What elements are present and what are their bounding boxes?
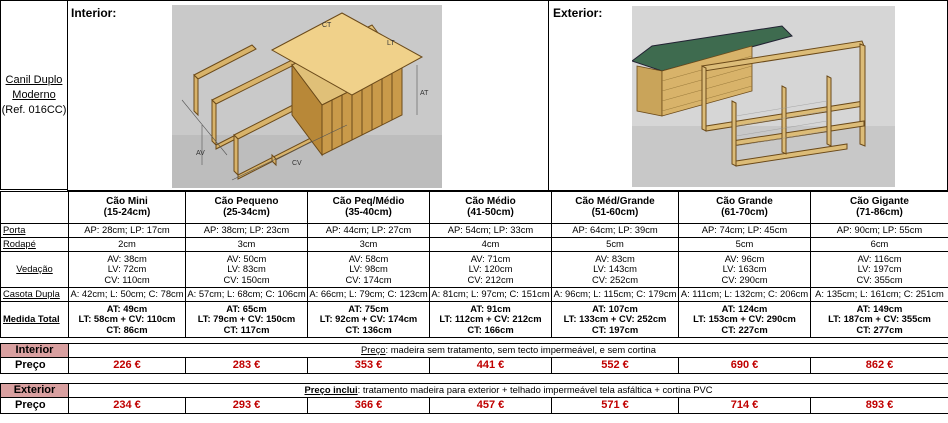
size-header: Cão Pequeno (25-34cm) [186, 192, 308, 224]
diagram-label-av: AV [196, 150, 205, 157]
table-cell: A: 135cm; L: 161cm; C: 251cm [811, 288, 948, 302]
table-cell: AP: 54cm; LP: 33cm [430, 224, 552, 238]
table-cell: AV: 50cm LV: 83cm CV: 150cm [186, 252, 308, 288]
price-cell: 226 € [69, 358, 186, 374]
table-cell: A: 66cm; L: 79cm; C: 123cm [308, 288, 430, 302]
row-label-medida: Medida Total [1, 302, 69, 338]
table-cell: AT: 124cm LT: 153cm + CV: 290cm CT: 227cm [679, 302, 811, 338]
size-header: Cão Gigante (71-86cm) [811, 192, 948, 224]
diagram-label-at: AT [420, 90, 429, 97]
table-cell: 3cm [308, 238, 430, 252]
interior-render-image [172, 5, 442, 188]
exterior-image-label: Exterior: [553, 6, 603, 20]
table-cell: 3cm [186, 238, 308, 252]
table-cell: AV: 71cm LV: 120cm CV: 212cm [430, 252, 552, 288]
table-cell: AV: 96cm LV: 163cm CV: 290cm [679, 252, 811, 288]
row-label-vedacao: Vedação [1, 252, 69, 288]
interior-image-label: Interior: [71, 6, 117, 20]
size-header: Cão Mini (15-24cm) [69, 192, 186, 224]
table-cell: AT: 75cm LT: 92cm + CV: 174cm CT: 136cm [308, 302, 430, 338]
table-cell: AT: 91cm LT: 112cm + CV: 212cm CT: 166cm [430, 302, 552, 338]
vedacao-row [1, 252, 948, 288]
exterior-render-image [632, 6, 895, 187]
exterior-image-panel [548, 0, 948, 191]
table-cell: A: 111cm; L: 132cm; C: 206cm [679, 288, 811, 302]
price-cell: 234 € [69, 398, 186, 414]
row-label-casota: Casota Dupla [1, 288, 69, 302]
exterior-price-label: Preço [1, 398, 69, 414]
price-cell: 552 € [552, 358, 679, 374]
price-cell: 293 € [186, 398, 308, 414]
table-cell: A: 81cm; L: 97cm; C: 151cm [430, 288, 552, 302]
interior-note-row [1, 344, 948, 358]
header-blank-cell [1, 192, 69, 224]
price-cell: 714 € [679, 398, 811, 414]
table-cell: AT: 65cm LT: 79cm + CV: 150cm CT: 117cm [186, 302, 308, 338]
product-cell [0, 0, 68, 190]
table-cell: AT: 149cm LT: 187cm + CV: 355cm CT: 277cm [811, 302, 948, 338]
table-cell: 5cm [552, 238, 679, 252]
row-label-rodape: Rodapé [1, 238, 69, 252]
table-cell: AV: 58cm LV: 98cm CV: 174cm [308, 252, 430, 288]
price-cell: 441 € [430, 358, 552, 374]
size-header: Cão Grande (61-70cm) [679, 192, 811, 224]
porta-row [1, 224, 948, 238]
table-cell: AV: 116cm LV: 197cm CV: 355cm [811, 252, 948, 288]
rodape-row [1, 238, 948, 252]
casota-row [1, 288, 948, 302]
table-cell: 2cm [69, 238, 186, 252]
table-cell: AP: 64cm; LP: 39cm [552, 224, 679, 238]
size-header: Cão Méd/Grande (51-60cm) [552, 192, 679, 224]
interior-price-label: Preço [1, 358, 69, 374]
table-cell: 4cm [430, 238, 552, 252]
price-cell: 893 € [811, 398, 948, 414]
interior-note: Preço: madeira sem tratamento, sem tecto impermeável, e sem cortina [69, 344, 948, 358]
row-label-porta: Porta [1, 224, 69, 238]
price-cell: 283 € [186, 358, 308, 374]
exterior-note: Preço inclui: tratamento madeira para exterior + telhado impermeável tela asfáltica + cortina PVC [69, 384, 948, 398]
product-ref: (Ref. 016CC) [1, 103, 67, 116]
interior-label: Interior [1, 344, 69, 358]
medida-row [1, 302, 948, 338]
table-cell: AP: 28cm; LP: 17cm [69, 224, 186, 238]
price-cell: 366 € [308, 398, 430, 414]
interior-price-row [1, 358, 948, 374]
table-cell: AT: 107cm LT: 133cm + CV: 252cm CT: 197cm [552, 302, 679, 338]
price-cell: 457 € [430, 398, 552, 414]
diagram-label-ct: CT [322, 22, 332, 29]
size-header: Cão Médio (41-50cm) [430, 192, 552, 224]
table-cell: AP: 74cm; LP: 45cm [679, 224, 811, 238]
diagram-label-lt: LT [387, 40, 395, 47]
price-cell: 690 € [679, 358, 811, 374]
product-name-line2: Moderno [12, 88, 56, 101]
table-cell: AV: 83cm LV: 143cm CV: 252cm [552, 252, 679, 288]
product-name-line1: Canil Duplo [5, 73, 63, 86]
size-header: Cão Peq/Médio (35-40cm) [308, 192, 430, 224]
table-cell: AP: 90cm; LP: 55cm [811, 224, 948, 238]
table-cell: AT: 49cm LT: 58cm + CV: 110cm CT: 86cm [69, 302, 186, 338]
spec-table [0, 191, 948, 414]
table-cell: 6cm [811, 238, 948, 252]
price-cell: 571 € [552, 398, 679, 414]
table-cell: AP: 38cm; LP: 23cm [186, 224, 308, 238]
exterior-label: Exterior [1, 384, 69, 398]
size-header-row [1, 192, 948, 224]
interior-image-panel [67, 0, 549, 191]
exterior-price-row [1, 398, 948, 414]
table-cell: A: 42cm; L: 50cm; C: 78cm [69, 288, 186, 302]
exterior-note-row [1, 384, 948, 398]
price-cell: 353 € [308, 358, 430, 374]
table-cell: AP: 44cm; LP: 27cm [308, 224, 430, 238]
price-cell: 862 € [811, 358, 948, 374]
table-cell: A: 96cm; L: 115cm; C: 179cm [552, 288, 679, 302]
table-cell: AV: 38cm LV: 72cm CV: 110cm [69, 252, 186, 288]
table-cell: 5cm [679, 238, 811, 252]
table-cell: A: 57cm; L: 68cm; C: 106cm [186, 288, 308, 302]
diagram-label-cv: CV [292, 160, 302, 167]
